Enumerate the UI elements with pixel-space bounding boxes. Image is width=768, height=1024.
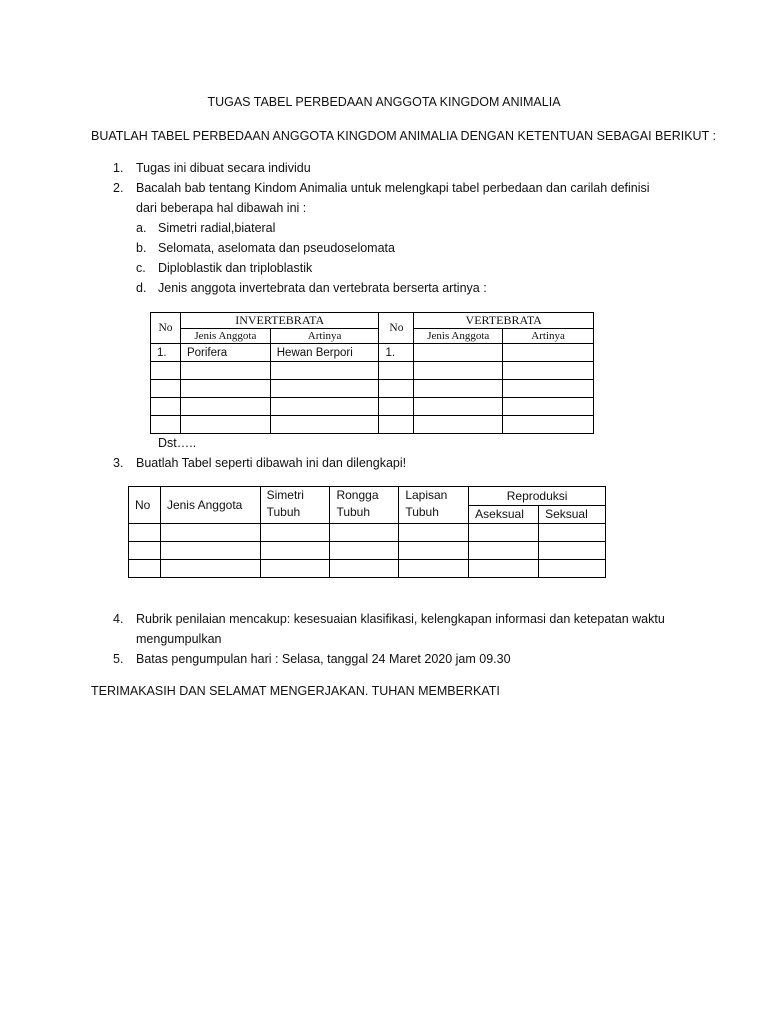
table-cell: [260, 542, 330, 560]
table-cell: [469, 542, 539, 560]
table-cell: [160, 542, 260, 560]
sub-item-letter: a.: [136, 221, 147, 235]
table-cell: [260, 560, 330, 578]
header-invertebrata: INVERTEBRATA: [180, 313, 379, 329]
header-no: No: [129, 487, 161, 524]
table-cell: [180, 362, 270, 380]
table-row: [129, 542, 606, 560]
table-cell: [503, 380, 594, 398]
animal-characteristics-table: [128, 486, 606, 578]
header-lapisan-line2: Tubuh: [405, 505, 439, 519]
table-cell: [270, 398, 379, 416]
header-rongga-tubuh: [330, 487, 399, 524]
sub-item-text: Selomata, aselomata dan pseudoselomata: [158, 241, 395, 255]
sub-item-letter: d.: [136, 281, 147, 295]
table-row: [151, 398, 594, 416]
item-number: 1.: [113, 161, 124, 175]
item-text: Tugas ini dibuat secara individu: [136, 161, 311, 175]
table-cell: [330, 560, 399, 578]
table-cell: [129, 560, 161, 578]
sub-item-letter: c.: [136, 261, 146, 275]
table-cell: [151, 362, 181, 380]
header-rongga-line2: Tubuh: [336, 505, 371, 519]
table-cell: [151, 416, 181, 434]
table-row: [151, 380, 594, 398]
header-rongga-line1: Rongga: [336, 488, 379, 502]
table-cell: [399, 524, 469, 542]
table-cell: [503, 416, 594, 434]
table-cell: [180, 380, 270, 398]
table-row: [151, 416, 594, 434]
table-cell: [539, 560, 606, 578]
header-vertebrata: VERTEBRATA: [414, 313, 594, 329]
sub-item-text: Simetri radial,biateral: [158, 221, 276, 235]
header-no: No: [151, 313, 181, 344]
table-cell: [330, 524, 399, 542]
header-reproduksi: Reproduksi: [469, 487, 606, 506]
table-cell: [180, 416, 270, 434]
table-cell-jenis: Porifera: [180, 344, 270, 362]
header-artinya-2: Artinya: [503, 329, 594, 344]
table-row: [129, 524, 606, 542]
invertebrata-vertebrata-table: [150, 312, 594, 434]
table-cell: [414, 380, 503, 398]
table-cell-arti: Hewan Berpori: [270, 344, 379, 362]
table-cell: [160, 524, 260, 542]
header-lapisan-tubuh: [399, 487, 469, 524]
dst-text: Dst…..: [158, 436, 197, 450]
item-text: Buatlah Tabel seperti dibawah ini dan dilengkapi!: [136, 456, 407, 470]
table-cell: [151, 380, 181, 398]
sub-item-text: Diploblastik dan triploblastik: [158, 261, 313, 275]
table-cell-no-2: 1.: [379, 344, 414, 362]
table-cell: [379, 416, 414, 434]
item-number: 3.: [113, 456, 124, 470]
sub-item-text: Jenis anggota invertebrata dan vertebrata berserta artinya :: [158, 281, 487, 295]
item-text: Batas pengumpulan hari : Selasa, tanggal 24 Maret 2020 jam 09.30: [136, 652, 511, 666]
header-aseksual: Aseksual: [469, 505, 539, 524]
sub-item-letter: b.: [136, 241, 147, 255]
item-text-line2: dari beberapa hal dibawah ini :: [136, 201, 307, 215]
header-seksual: Seksual: [539, 505, 606, 524]
header-jenis-anggota: Jenis Anggota: [160, 487, 260, 524]
table-cell: [414, 344, 503, 362]
table-cell: [129, 524, 161, 542]
table-cell: [260, 524, 330, 542]
table-cell: [503, 398, 594, 416]
table-cell: [414, 398, 503, 416]
document-title: TUGAS TABEL PERBEDAAN ANGGOTA KINGDOM ANIMALIA: [207, 95, 561, 109]
table-cell: [469, 524, 539, 542]
item-text-line2: mengumpulkan: [136, 632, 222, 646]
table-cell: [469, 560, 539, 578]
table-row: [151, 344, 594, 362]
table-cell: [414, 362, 503, 380]
header-lapisan-line1: Lapisan: [405, 488, 448, 502]
table-cell: [503, 344, 594, 362]
header-simetri-line2: Tubuh: [266, 505, 301, 519]
header-simetri-tubuh: [260, 487, 330, 524]
table-cell: [379, 362, 414, 380]
table-cell: [379, 380, 414, 398]
table-cell: [330, 542, 399, 560]
header-jenis-anggota-2: Jenis Anggota: [414, 329, 503, 344]
item-text-line1: Rubrik penilaian mencakup: kesesuaian klasifikasi, kelengkapan informasi dan ketepatan waktu: [136, 612, 665, 626]
header-simetri-line1: Simetri: [266, 488, 304, 502]
table-cell: [270, 380, 379, 398]
table-cell: [399, 542, 469, 560]
table-cell: [160, 560, 260, 578]
table-cell: [379, 398, 414, 416]
table-cell: [270, 416, 379, 434]
header-no-2: No: [379, 313, 414, 344]
table-cell-no: 1.: [151, 344, 181, 362]
table-cell: [129, 542, 161, 560]
header-artinya: Artinya: [270, 329, 379, 344]
table-cell: [180, 398, 270, 416]
closing-text: TERIMAKASIH DAN SELAMAT MENGERJAKAN. TUHAN MEMBERKATI: [91, 684, 500, 698]
table-row: [151, 362, 594, 380]
item-number: 5.: [113, 652, 124, 666]
item-number: 2.: [113, 181, 124, 195]
table-cell: [399, 560, 469, 578]
item-text-line1: Bacalah bab tentang Kindom Animalia untuk melengkapi tabel perbedaan dan carilah definisi: [136, 181, 650, 195]
header-jenis-anggota: Jenis Anggota: [180, 329, 270, 344]
table-cell: [503, 362, 594, 380]
item-number: 4.: [113, 612, 124, 626]
table-cell: [270, 362, 379, 380]
table-cell: [539, 542, 606, 560]
table-cell: [539, 524, 606, 542]
table-cell: [151, 398, 181, 416]
intro-instruction: BUATLAH TABEL PERBEDAAN ANGGOTA KINGDOM ANIMALIA DENGAN KETENTUAN SEBAGAI BERIKUT :: [91, 129, 716, 143]
table-row: [129, 560, 606, 578]
table-cell: [414, 416, 503, 434]
